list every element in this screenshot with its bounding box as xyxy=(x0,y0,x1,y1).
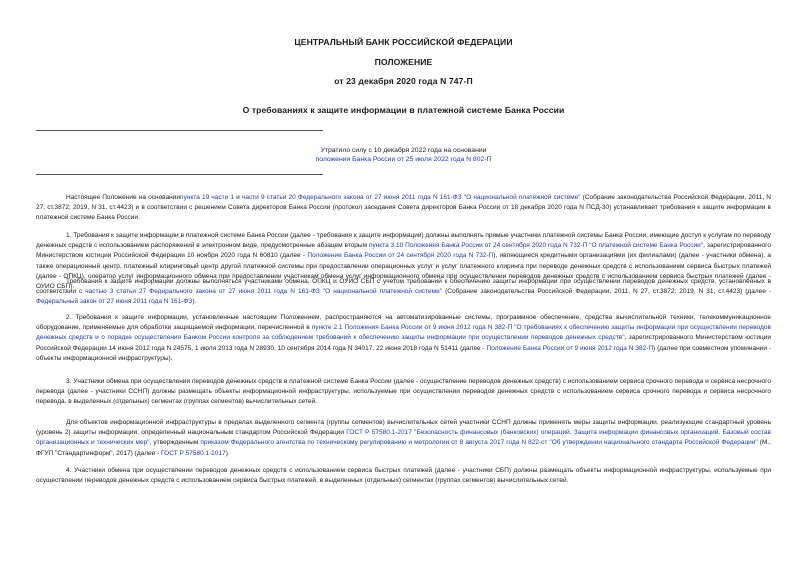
regulation-link[interactable]: пункта 3.10 Положения Банка России от 24 сентября 2020 года N 732-П "О платежной системе Банка России" xyxy=(368,242,704,250)
text-segment: ), являющиеся кредитными организациями (их филиалами) (далее - участники обмена), а также операционный центр, платежный клиринговый центр другой платежной системы при предоставлении операционных услуг и услуг платежного клиринга при переводе денежных средств с использованием сервиса быстрых платежей (далее - ОПКЦ), оператор услуг информационного обмена при предоставлении участникам обмена услуг информационного обмена при осуществлении переводов денежных средств с использованием сервиса быстрых платежей (далее - ОУИО СБП). xyxy=(36,252,771,291)
text-segment: 4. Участники обмена при осуществлении переводов денежных средств с использованием сервиса быстрых платежей (далее - участники СБП) должны размещать объекты информационной инфраструктуры, используемые при осуществлении переводов денежных средств с использованием сервиса быстрых платежей, в выделенных (отдельных) сегментах (группах сегментов) вычислительных сетей. xyxy=(36,467,771,485)
text-segment: (Собрание законодательства Российской Федерации, 2011, N 27, ст.3872; 2019, N 31, ст.4423) и в соответствии с решением Совета директоров Банка России (протокол заседания Совета директоров Банка России от 18 декабря 2020 года N ПСД-30) устанавливает требования к защите информации в платежной системе Банка России. xyxy=(36,194,771,222)
regulation-link[interactable]: Положение Банка России от 24 сентября 2020 года N 732-П xyxy=(307,252,494,260)
order-link[interactable]: приказом Федерального агентства по техническому регулированию и метрологии от 8 августа 2017 года N 822-ст "Об утверждении национального стандарта Российской Федерации" xyxy=(200,439,758,447)
standard-link[interactable]: ГОСТ Р 57580.1-2017 "Безопасность финансовых (банковских) операций. Защита информации финансовых организаций. Базовый состав организационных и технических мер" xyxy=(36,429,772,447)
text-segment: 1. Требования к защите информации в платежной системе Банка России (далее - требования к защите информации) должны выполнять прямые участники платежной системы Банка России, имеющие доступ к услугам по переводу денежных средств с использованием распоряжений в электронном виде, предусмотренные абзацем вторым xyxy=(36,232,771,250)
text-segment: ) (далее при совместном упоминании - объекты информационной инфраструктуры). xyxy=(36,344,771,362)
law-link[interactable]: части 9 статьи 20 Федерального закона от 27 июня 2011 года N 161-ФЗ "О национальной платежной системе" xyxy=(241,194,581,201)
divider-bottom xyxy=(36,174,323,175)
text-segment: ). xyxy=(225,449,230,457)
text-segment: (Собрание законодательства Российской Федерации, 2011, N 27, ст.3872; 2019, N 31, ст.4423) (далее - xyxy=(442,288,772,296)
text-segment: , утвержденным xyxy=(149,439,201,447)
paragraph-item-3 xyxy=(36,377,771,408)
law-link[interactable]: Федеральный закон от 27 июня 2011 года N 161-ФЗ xyxy=(36,298,193,306)
regulation-link[interactable]: Положение Банка России от 9 июня 2012 года N 382-П xyxy=(486,344,654,352)
document-title: О требованиях к защите информации в платежной системе Банка России xyxy=(242,105,565,115)
document-date-number: от 23 декабря 2020 года N 747-П xyxy=(334,76,473,86)
paragraph-item-1-cont xyxy=(36,277,771,308)
text-segment: , зарегистрированного Министерством юстиции Российской Федерации 14 июня 2012 года N 24575, 1 июля 2013 года N 28930, 10 сентября 2014 года N 34017, 22 июня 2018 года N 51411 (далее - xyxy=(36,334,771,352)
standard-link[interactable]: ГОСТ Р 57580.1-2017 xyxy=(161,449,226,457)
text-segment: 2. Требования к защите информации, установленные настоящим Положением, распространяются на автоматизированные системы, программное обеспечение, средства вычислительной техники, телекоммуникационное оборудование, применяемые для обработки защищаемой информации, перечисленной в xyxy=(36,314,771,332)
text-segment: Требования к защите информации должны выполняться участниками обмена, ОПКЦ и ОУИО СБП с учетом требований к обеспечению защиты информации при осуществлении переводов денежных средств, установленных в соответствии с xyxy=(36,278,771,296)
text-segment: и xyxy=(234,194,242,201)
revocation-link-line xyxy=(0,155,807,165)
paragraph-item-4 xyxy=(36,466,771,486)
paragraph-item-2 xyxy=(36,313,771,364)
text-segment: Настоящее Положение на основании xyxy=(66,194,181,201)
paragraph-item-3-cont xyxy=(36,418,771,459)
text-segment: Для объектов информационной инфраструктуры в пределах выделенного сегмента (группы сегментов) вычислительных сетей участники ССНП должны применять меры защиты информации, реализующие стандартный уровень (уровень 2) защиты информации, определенный национальным стандартом Российской Федерации xyxy=(36,419,771,437)
paragraph-preamble xyxy=(36,193,771,224)
text-segment: (М., ФГУП "Стандартинформ", 2017) (далее - xyxy=(36,439,771,457)
regulation-link[interactable]: пункте 2.1 Положения Банка России от 9 июня 2012 года N 382-П "О требованиях к обеспечению защиты информации при осуществлении переводов денежных средств и о порядке осуществления Банком России контроля за соблюдением требований к обеспечению защиты информации при осуществлении переводов денежных средств" xyxy=(36,324,771,342)
document-type-heading: ПОЛОЖЕНИЕ xyxy=(374,57,433,67)
text-segment: , зарегистрированного Министерством юстиции Российской Федерации 10 ноября 2020 года N 60810 (далее - xyxy=(36,242,771,260)
revocation-note: Утратило силу с 10 декабря 2022 года на основании xyxy=(320,147,487,154)
revocation-link[interactable]: положения Банка России от 25 июля 2022 года N 802-П xyxy=(315,156,492,163)
divider-top xyxy=(36,130,323,131)
law-link[interactable]: пункта 19 части 1 xyxy=(180,194,235,201)
text-segment: 3. Участники обмена при осуществлении переводов денежных средств в платежной системе Банка России (далее - осуществление переводов денежных средств) с использованием сервиса срочного перевода и сервиса несрочного перевода (далее - участники ССНП) должны размещать объекты информационной инфраструктуры, используемые при осуществлении переводов денежных средств с использованием сервиса срочного перевода и сервиса несрочного перевода, в выделенных (отдельных) сегментах (группах сегментов) вычислительных сетей. xyxy=(36,378,771,406)
text-segment: ). xyxy=(192,298,197,306)
law-link[interactable]: частью 3 статьи 27 Федерального закона от 27 июня 2011 года N 161-ФЗ "О национальной платежной системе" xyxy=(85,288,443,296)
issuer-heading: ЦЕНТРАЛЬНЫЙ БАНК РОССИЙСКОЙ ФЕДЕРАЦИИ xyxy=(294,37,513,47)
